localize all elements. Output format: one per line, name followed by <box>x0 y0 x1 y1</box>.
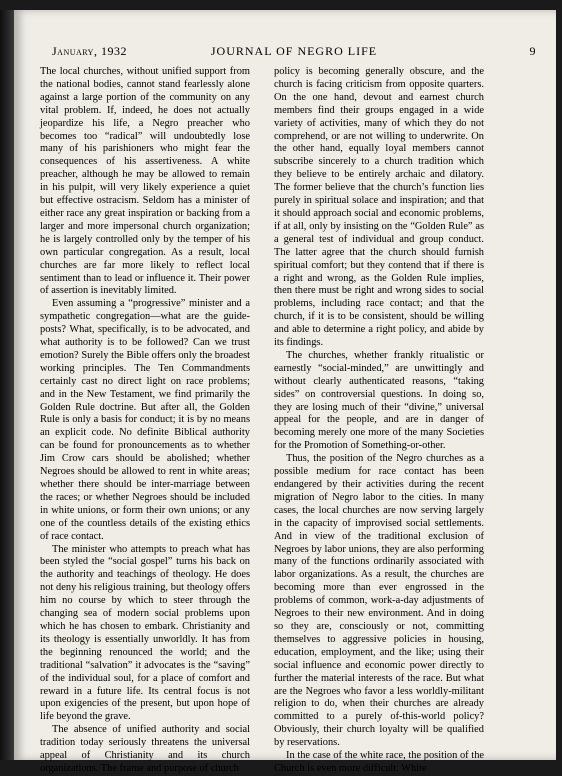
paragraph: The absence of unified authority and social tradition today seriously threatens the universal appeal of Christianity and its church organizations. The frame and purpose of church <box>40 724 250 774</box>
paragraph: Thus, the position of the Negro churches as a possible medium for race contact has been endangered by their activities during the recent migration of Negro labor to the cities. In many cases, the local churches are now serving largely in the capacity of improvised social settlements. And in view of the traditional exclusion of Negroes by labor unions, they are also performing many of the functions ordinarily associated with labor organizations. As a result, the churches are becoming more than ever engrossed in the problems of common, work-a-day adjustments of Negroes to their new environment. And in doing so they are, consciously or not, committing themselves to aggressive policies in housing, education, employment, and the like; using their social influence and economic power directly to further the material interests of the race. But what are the Negroes who favor a less worldly-militant religion to do, when their churches are already committed to a purely of-this-world policy? Obviously, their church loyalty will be qualified by reservations. <box>274 453 484 749</box>
paragraph: Even assuming a “progressive” minister and a sympathetic congregation—what are the guide-posts? What, specifically, is to be advocated, and what authority is to be followed? Can we trust emotion? Surely the Bible offers only the broadest working principles. The Ten Commandments certainly cast no direct light on race problems; and in the New Testament, we find primarily the Golden Rule doctrine. But after all, the Golden Rule is only a basis for conduct; it is by no means an explicit code. No definite Biblical authority can be found for pronouncements as to whether Jim Crow cars should be abolished; whether Negroes should be allowed to rent in white areas; whether there should be inter-marriage between the races; or whether Negroes should be included in white unions, or form their own unions; or any one of the countless details of the existing ethics of race contact. <box>40 298 250 542</box>
paragraph: The local churches, without unified support from the national bodies, cannot stand fearlessly alone against a large portion of the community on any vital problem. If, indeed, he does not actually jeopardize his life, a Negro preacher who becomes too “radical” will undoubtedly lose many of his parishioners who might fear the consequences of his assertiveness. A white preacher, although he may be allowed to remain in his pulpit, will very likely experience a quiet but effective ostracism. Seldom has a minister of either race any great inspiration or backing from a larger and more impersonal church organization; he is largely controlled only by the temper of his own particular congregation. As a result, local churches are far more likely to reflect local sentiment than to lead or influence it. Their power of assertion is inevitably limited. <box>40 66 250 297</box>
journal-title: JOURNAL OF NEGRO LIFE <box>210 44 378 58</box>
paragraph: policy is becoming generally obscure, and the church is facing criticism from opposite quarters. On the one hand, devout and earnest church members find their groups engaged in a wide variety of activities, many of which they do not comprehend, or are not willing to underwrite. On the other hand, equally loyal members cannot subscribe sincerely to a church tradition which they believe to be entirely archaic and dilatory. The former believe that the church’s function lies purely in spiritual solace and inspiration; and that it should approach social and economic problems, if at all, only by insisting on the “Golden Rule” as a general test of individual and group conduct. The latter agree that the church should furnish spiritual comfort; but they contend that if there is a right and wrong, as the Golden Rule implies, then there must be right and wrong sides to social problems, including race contact; and that the church, if it is to be consistent, should be willing and able to determine a right policy, and abide by its findings. <box>274 66 484 349</box>
issue-date: January, 1932 <box>52 44 127 58</box>
book-spine-shadow <box>0 10 14 760</box>
right-column <box>274 66 484 776</box>
paragraph: The churches, whether frankly ritualistic or earnestly “social-minded,” are unwittingly and without clearly authenticated reasons, “taking sides” on controversial questions. In doing so, they are losing much of their “divine,” universal appeal for the people, and are in danger of becoming merely one more of the many Societies for the Promotion of Something-or-other. <box>274 349 484 452</box>
page-number: 9 <box>529 44 536 58</box>
running-header <box>52 44 536 60</box>
paragraph: In the case of the white race, the position of the Church is even more difficult. White <box>274 750 484 774</box>
left-column <box>40 66 250 776</box>
paragraph: The minister who attempts to preach what has been styled the “social gospel” turns his back on the authority and teachings of theology. He does not deny his religious training, but theology offers him no course by which to steer through the changing sea of modern social problems upon which he has chosen to embark. Christianity and its theology is essentially unworldly. It has from the beginning renounced the world; and the traditional “salvation” it advocates is the “saving” of the individual soul, for a place of comfort and reward in a future life. Its central focus is not upon exigencies of the present, but upon hope of life beyond the grave. <box>40 543 250 723</box>
